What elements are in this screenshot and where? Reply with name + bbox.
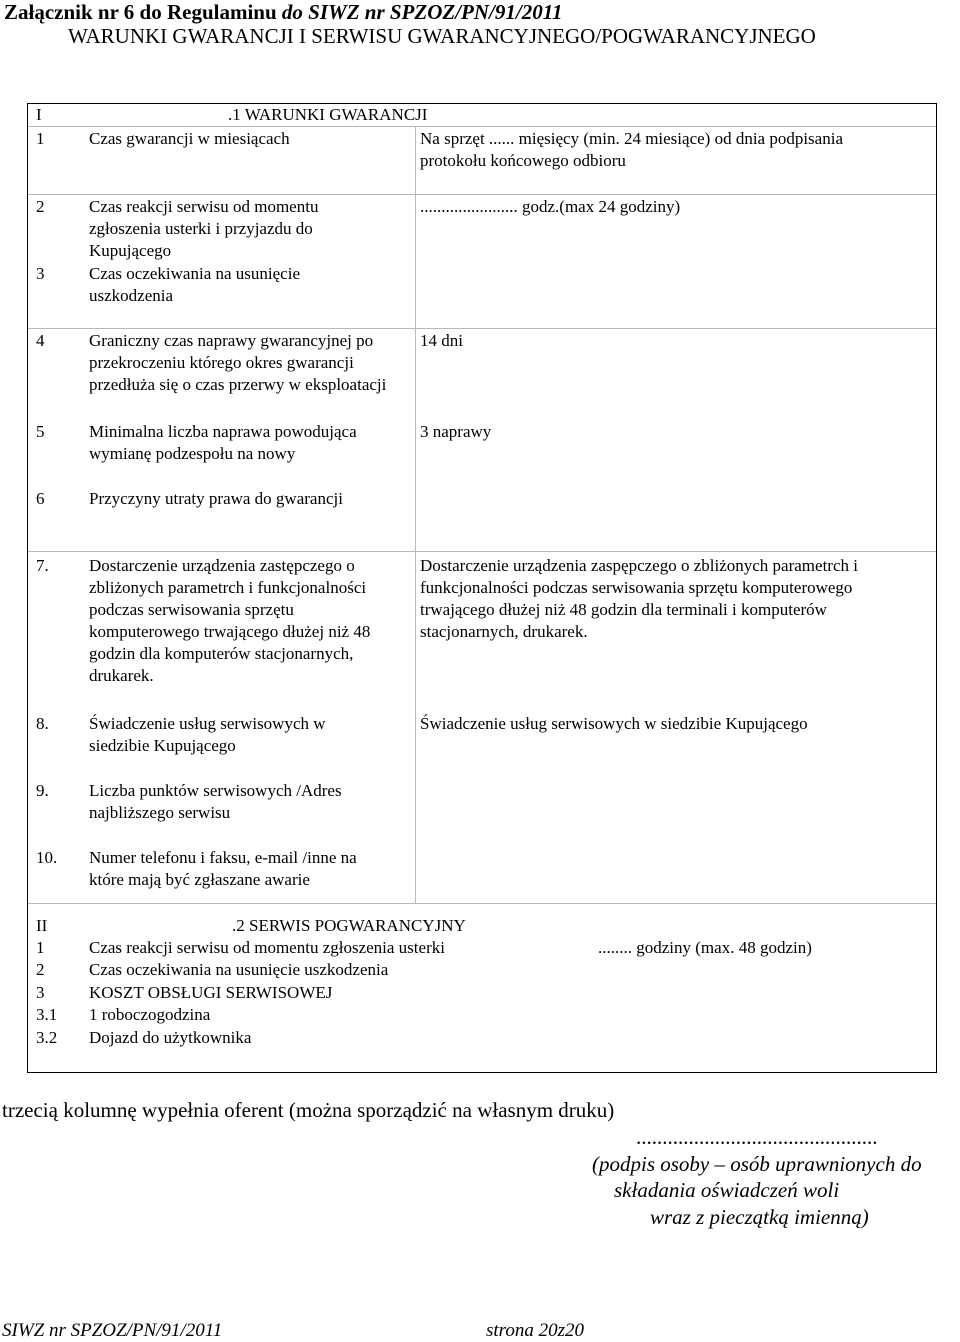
- section-number: II: [36, 916, 48, 935]
- attachment-title: [4, 0, 563, 24]
- signature-line-3: wraz z pieczątką imienną): [650, 1205, 869, 1229]
- row-number: 7.: [36, 556, 49, 575]
- row-number: 2: [36, 960, 45, 979]
- attachment-title-prefix: Załącznik nr 6 do Regulaminu: [4, 0, 282, 24]
- page-number: strona 20z20: [486, 1320, 585, 1341]
- section-title: .2 SERWIS POGWARANCYJNY: [232, 916, 466, 935]
- row-value: 14 dni: [420, 331, 463, 350]
- row-number: 3: [36, 264, 45, 283]
- document-heading: WARUNKI GWARANCJI I SERWISU GWARANCYJNEGO/POGWARANCYJNEGO: [68, 24, 816, 48]
- row-label: Minimalna liczba naprawa powodująca wymianę podzespołu na nowy: [89, 422, 357, 463]
- row-divider: [28, 903, 936, 904]
- row-divider: [28, 194, 936, 195]
- row-label: Graniczny czas naprawy gwarancyjnej po przekroczeniu którego okres gwarancji przedłuża się o czas przerwy w eksploatacji: [89, 331, 387, 394]
- row-label: Czas gwarancji w miesiącach: [89, 129, 290, 148]
- row-number: 5: [36, 422, 45, 441]
- signature-line-2: składania oświadczeń woli: [614, 1178, 840, 1202]
- section-title: .1 WARUNKI GWARANCJI: [228, 105, 428, 124]
- attachment-title-reference: do SIWZ nr SPZOZ/PN/91/2011: [281, 0, 563, 24]
- row-label: Czas reakcji serwisu od momentu zgłoszenia usterki: [89, 938, 445, 957]
- column-divider: [415, 127, 416, 903]
- row-divider: [28, 328, 936, 329]
- row-number: 1: [36, 129, 45, 148]
- row-number: 2: [36, 197, 45, 216]
- row-number: 10.: [36, 848, 58, 867]
- row-label: Dostarczenie urządzenia zastępczego o zbliżonych parametrch i funkcjonalności podczas serwisowania sprzętu komputerowego trwającego dłużej niż 48 godzin dla komputerów stacjonarnych, drukarek.: [89, 556, 371, 685]
- footer-reference: SIWZ nr SPZOZ/PN/91/2011: [2, 1320, 223, 1341]
- row-number: 4: [36, 331, 45, 350]
- row-value: 3 naprawy: [420, 422, 492, 441]
- signature-line-1: (podpis osoby – osób uprawnionych do: [592, 1152, 922, 1176]
- row-label: Czas oczekiwania na usunięcie uszkodzenia: [89, 264, 300, 305]
- row-label: KOSZT OBSŁUGI SERWISOWEJ: [89, 983, 333, 1002]
- row-value: Dostarczenie urządzenia zaspępczego o zbliżonych parametrch i funkcjonalności podczas serwisowania sprzętu komputerowego trwającego dłużej niż 48 godzin dla terminali i komputerów stacjonarnych, drukarek.: [420, 556, 858, 641]
- row-label: Liczba punktów serwisowych /Adres najbliższego serwisu: [89, 781, 342, 822]
- row-value: ....................... godz.(max 24 godziny): [420, 197, 681, 216]
- row-label: Czas oczekiwania na usunięcie uszkodzenia: [89, 960, 389, 979]
- row-label: Dojazd do użytkownika: [89, 1028, 252, 1047]
- instruction-note: trzecią kolumnę wypełnia oferent (można sporządzić na własnym druku): [2, 1098, 615, 1122]
- row-value: Świadczenie usług serwisowych w siedzibie Kupującego: [420, 714, 808, 733]
- row-label: Przyczyny utraty prawa do gwarancji: [89, 489, 343, 508]
- row-value: Na sprzęt ...... mięsięcy (min. 24 miesiące) od dnia podpisania protokołu końcowego odbioru: [420, 129, 843, 170]
- row-label: Numer telefonu i faksu, e-mail /inne na które mają być zgłaszane awarie: [89, 848, 357, 889]
- row-label: Świadczenie usług serwisowych w siedzibie Kupującego: [89, 714, 326, 755]
- row-divider: [28, 126, 936, 127]
- row-value: ........ godziny (max. 48 godzin): [598, 938, 812, 957]
- row-number: 3: [36, 983, 45, 1002]
- signature-dots: ..............................................: [636, 1125, 878, 1149]
- row-number: 6: [36, 489, 45, 508]
- row-number: 3.1: [36, 1005, 58, 1024]
- row-divider: [28, 551, 936, 552]
- row-label: 1 roboczogodzina: [89, 1005, 211, 1024]
- row-number: 3.2: [36, 1028, 58, 1047]
- row-number: 8.: [36, 714, 49, 733]
- row-label: Czas reakcji serwisu od momentu zgłoszenia usterki i przyjazdu do Kupującego: [89, 197, 319, 260]
- section-number: I: [36, 105, 42, 124]
- row-number: 1: [36, 938, 45, 957]
- row-number: 9.: [36, 781, 49, 800]
